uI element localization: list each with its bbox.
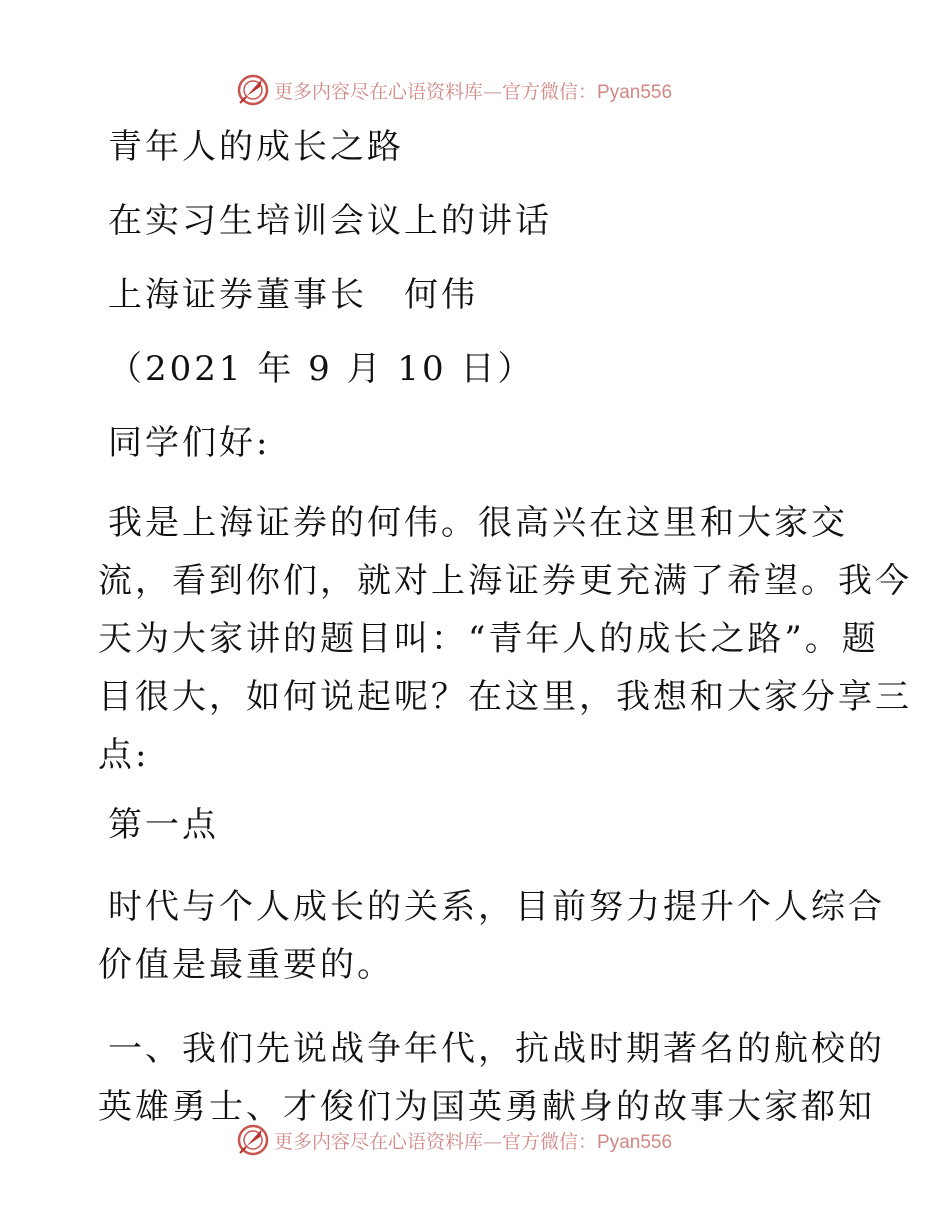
- paragraph-line: 目很大，如何说起呢？在这里，我想和大家分享三: [98, 677, 912, 717]
- paragraph-line: 我是上海证券的何伟。很高兴在这里和大家交: [108, 503, 848, 543]
- paragraph-line: 点:: [98, 735, 150, 775]
- date-line: （2021 年 9 月 10 日）: [108, 349, 535, 389]
- footer-watermark: [236, 1122, 672, 1158]
- paragraph-line: 价值是最重要的。: [98, 945, 394, 985]
- paragraph-line: 英雄勇士、才俊们为国英勇献身的故事大家都知: [98, 1087, 875, 1127]
- speaker-line: 上海证券董事长 何伟: [108, 275, 478, 315]
- quill-logo-icon: [236, 1123, 270, 1157]
- paragraph-intro: [98, 494, 912, 784]
- paragraph-line: 流，看到你们，就对上海证券更充满了希望。我今: [98, 561, 912, 601]
- paragraph-line: 天为大家讲的题目叫：“青年人的成长之路”。题: [98, 619, 879, 659]
- section-heading: 第一点: [108, 805, 219, 845]
- paragraph-point-one: [98, 878, 885, 994]
- watermark-text: 更多内容尽在心语资料库—官方微信：Pyan556: [274, 1130, 673, 1153]
- document-subtitle: 在实习生培训会议上的讲话: [108, 201, 552, 241]
- document-title: 青年人的成长之路: [108, 127, 404, 167]
- paragraph-war-era: [98, 1020, 885, 1136]
- header-watermark: [236, 72, 672, 108]
- document-body: [98, 122, 912, 1136]
- greeting: 同学们好:: [108, 423, 271, 463]
- paragraph-line: 时代与个人成长的关系，目前努力提升个人综合: [108, 887, 885, 927]
- watermark-text: 更多内容尽在心语资料库—官方微信：Pyan556: [274, 80, 673, 103]
- paragraph-line: 一、我们先说战争年代，抗战时期著名的航校的: [108, 1029, 885, 1069]
- quill-logo-icon: [236, 73, 270, 107]
